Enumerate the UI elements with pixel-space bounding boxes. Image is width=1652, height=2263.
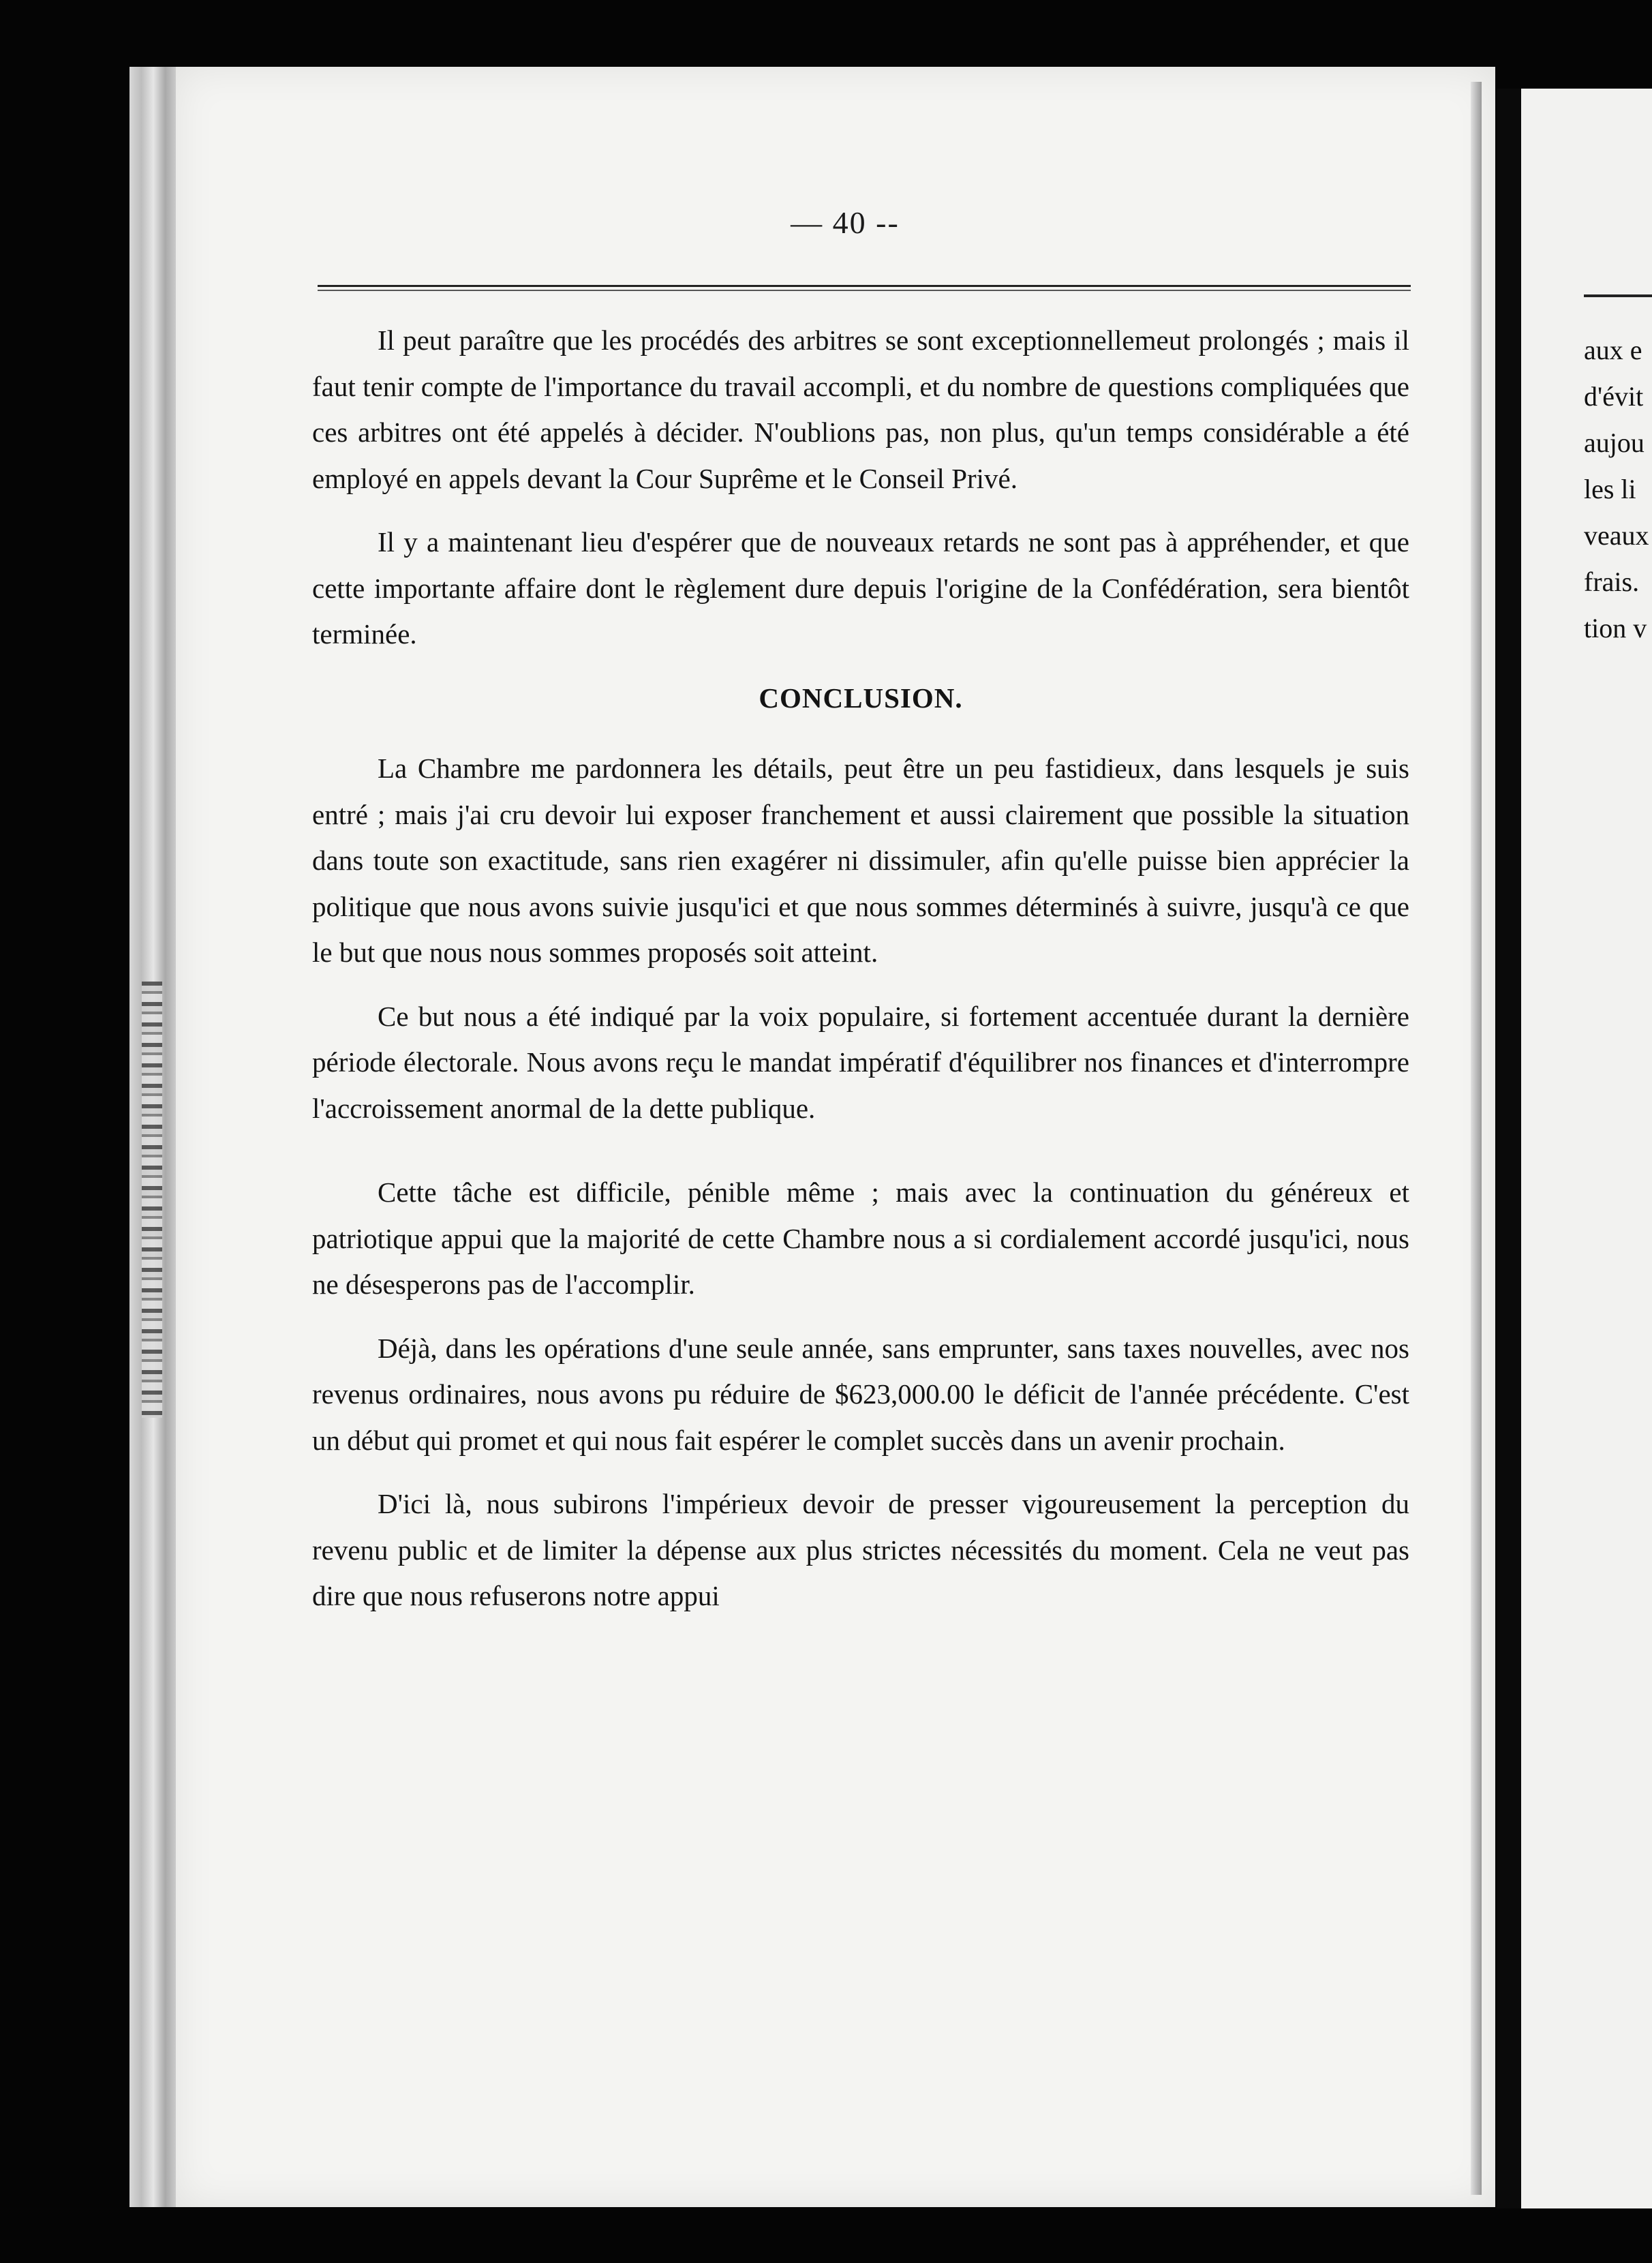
page-number: — 40 -- bbox=[791, 205, 900, 240]
paragraph: Il peut paraître que les procédés des arbitres se sont exceptionnellemeut prolongés ; mais il faut tenir compte de l'importance du travail accompli, et du nombre de questions compliquées que ces arbitres ont été appelés à décider. N'oublions pas, non plus, qu'un temps considérable a été employé en appels devant la Cour Suprême et le Conseil Privé. bbox=[312, 324, 1409, 494]
page-edge-shadow bbox=[1471, 82, 1482, 2195]
paragraph: Cette tâche est difficile, pénible même ; mais avec la continuation du généreux et patriotique appui que la majorité de cette Chambre nous a si cordialement accordé jusqu'ici, nous ne désesperons pas de l'accomplir. bbox=[312, 1176, 1409, 1300]
paragraph: Ce but nous a été indiqué par la voix populaire, si fortement accentuée durant la dernière période électorale. Nous avons reçu le mandat impératif d'équilibrer nos finances et d'interrompre l'accroissement anormal de la dette publique. bbox=[312, 1000, 1409, 1124]
section-heading: CONCLUSION. bbox=[759, 682, 963, 714]
facing-line: aux e bbox=[1584, 335, 1642, 365]
facing-line: d'évit bbox=[1584, 381, 1644, 412]
paragraph: Il y a maintenant lieu d'espérer que de nouveaux retards ne sont pas à appréhender, et que cette importante affaire dont le règlement dure depuis l'origine de la Confédération, sera bientôt terminée. bbox=[312, 526, 1409, 650]
paragraph: Déjà, dans les opérations d'une seule année, sans emprunter, sans taxes nouvelles, avec nos revenus ordinaires, nous avons pu réduire de $623,000.00 le déficit de l'année précédente. C'est un début qui promet et qui nous fait espérer le complet succès dans un avenir prochain. bbox=[312, 1332, 1409, 1456]
facing-line: aujou bbox=[1584, 427, 1645, 458]
binding-label-strip bbox=[142, 982, 162, 1418]
facing-line: veaux bbox=[1584, 520, 1649, 551]
facing-line: frais. bbox=[1584, 566, 1640, 597]
book-gutter bbox=[1497, 89, 1521, 2208]
header-rule bbox=[318, 285, 1411, 291]
facing-page-text bbox=[1584, 327, 1652, 652]
facing-line: les li bbox=[1584, 474, 1636, 504]
paragraph: D'ici là, nous subirons l'impérieux devoir de presser vigoureusement la perception du revenu public et de limiter la dépense aux plus strictes nécessités du moment. Cela ne veut pas dire que nous refuserons notre appui bbox=[312, 1488, 1409, 1611]
paragraph: La Chambre me pardonnera les détails, peut être un peu fastidieux, dans lesquels je suis entré ; mais j'ai cru devoir lui exposer franchement et aussi clairement que possible la situation dans toute son exactitude, sans rien exagérer ni dissimuler, afin qu'elle puisse bien apprécier la politique que nous avons suivie jusqu'ici et que nous sommes déterminés à suivre, jusqu'à ce que le but que nous nous sommes proposés soit atteint. bbox=[312, 753, 1409, 968]
facing-line: tion v bbox=[1584, 613, 1647, 643]
facing-page-rule bbox=[1584, 294, 1652, 297]
body-text bbox=[312, 318, 1409, 1620]
facing-page bbox=[1521, 89, 1652, 2208]
